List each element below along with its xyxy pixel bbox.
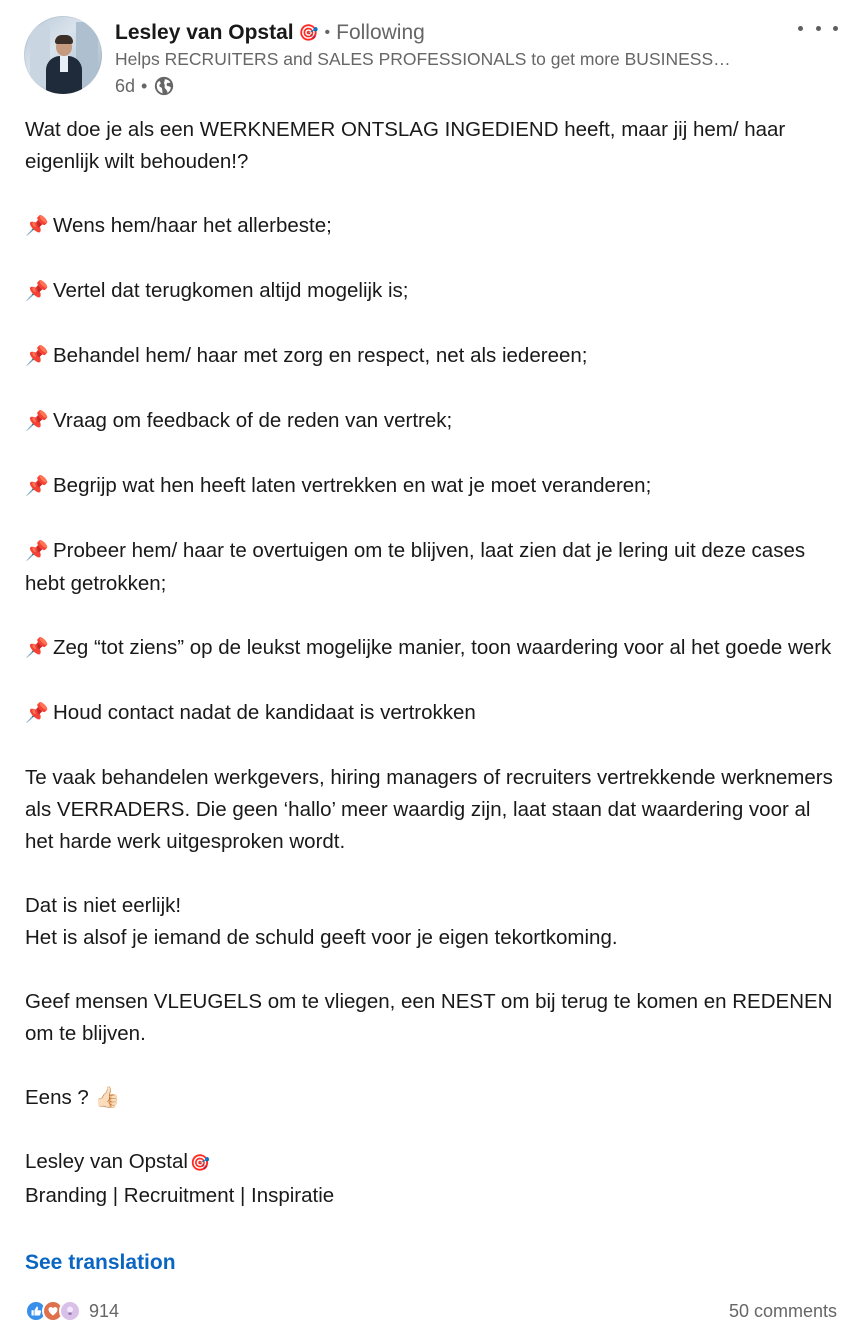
pushpin-icon: 📌 — [25, 216, 49, 237]
reactions-summary[interactable] — [25, 1298, 119, 1324]
tip-item: 📌 Vertel dat terugkomen altijd mogelijk is; — [25, 275, 840, 308]
target-badge-icon: 🎯 — [298, 25, 319, 42]
tip-item: 📌 Begrijp wat hen heeft laten vertrekken en wat je moet veranderen; — [25, 470, 840, 503]
follow-status: Following — [336, 21, 425, 44]
tip-item: 📌 Wens hem/haar het allerbeste; — [25, 210, 840, 243]
post-intro: Wat doe je als een WERKNEMER ONTSLAG INGEDIEND heeft, maar jij hem/ haar eigenlijk wilt behouden!? — [25, 118, 786, 173]
thumbs-up-icon: 👍🏻 — [94, 1086, 121, 1109]
tip-item: 📌 Zeg “tot ziens” op de leukst mogelijke manier, toon waardering voor al het goede werk — [25, 632, 840, 665]
pushpin-icon: 📌 — [25, 703, 49, 724]
tip-item: 📌 Vraag om feedback of de reden van vertrek; — [25, 405, 840, 438]
tip-item: 📌 Probeer hem/ haar te overtuigen om te blijven, laat zien dat je lering uit deze cases hebt getrokken; — [25, 535, 840, 600]
author-name[interactable]: Lesley van Opstal — [115, 21, 294, 44]
insightful-icon — [59, 1300, 81, 1322]
post-meta — [115, 73, 175, 99]
dot-icon — [798, 26, 803, 31]
post-paragraph: Het is alsof je iemand de schuld geeft voor je eigen tekortkoming. — [25, 926, 618, 949]
post-paragraph: Te vaak behandelen werkgevers, hiring managers of recruiters vertrekkende werknemers als VERRADERS. Die geen ‘hallo’ meer waardig zijn, laat staan dat waardering voor al het harde werk uitgesproken wordt. — [25, 766, 833, 853]
post-paragraph: Geef mensen VLEUGELS om te vliegen, een NEST om bij terug te komen en REDENEN om te blijven. — [25, 990, 833, 1045]
author-avatar[interactable] — [24, 16, 102, 94]
pushpin-icon: 📌 — [25, 411, 49, 432]
separator-dot: • — [141, 75, 148, 96]
post-question: Eens ? 👍🏻 — [25, 1086, 121, 1109]
globe-icon — [153, 75, 175, 97]
pushpin-icon: 📌 — [25, 281, 49, 302]
post-time[interactable]: 6d — [115, 75, 136, 96]
pushpin-icon: 📌 — [25, 638, 49, 659]
separator-dot: • — [324, 24, 331, 41]
signature-tagline: Branding | Recruitment | Inspiratie — [25, 1184, 335, 1207]
dot-icon — [833, 26, 838, 31]
reaction-count: 914 — [89, 1300, 120, 1321]
pushpin-icon: 📌 — [25, 346, 49, 367]
see-translation-link[interactable]: See translation — [25, 1251, 176, 1274]
author-line — [115, 19, 425, 47]
post-paragraph: Dat is niet eerlijk! — [25, 894, 182, 917]
target-badge-icon: 🎯 — [189, 1155, 210, 1172]
tip-item: 📌 Behandel hem/ haar met zorg en respect, net als iedereen; — [25, 340, 840, 373]
comments-count-link[interactable]: 50 comments — [728, 1301, 837, 1321]
signature-name: Lesley van Opstal 🎯 — [25, 1150, 210, 1173]
pushpin-icon: 📌 — [25, 476, 49, 497]
post-body — [25, 114, 840, 1212]
pushpin-icon: 📌 — [25, 541, 49, 562]
dot-icon — [816, 26, 821, 31]
more-options-button[interactable] — [798, 16, 838, 40]
author-headline: Helps RECRUITERS and SALES PROFESSIONALS to get more BUSINESS… — [115, 49, 731, 69]
tip-item: 📌 Houd contact nadat de kandidaat is vertrokken — [25, 697, 840, 730]
